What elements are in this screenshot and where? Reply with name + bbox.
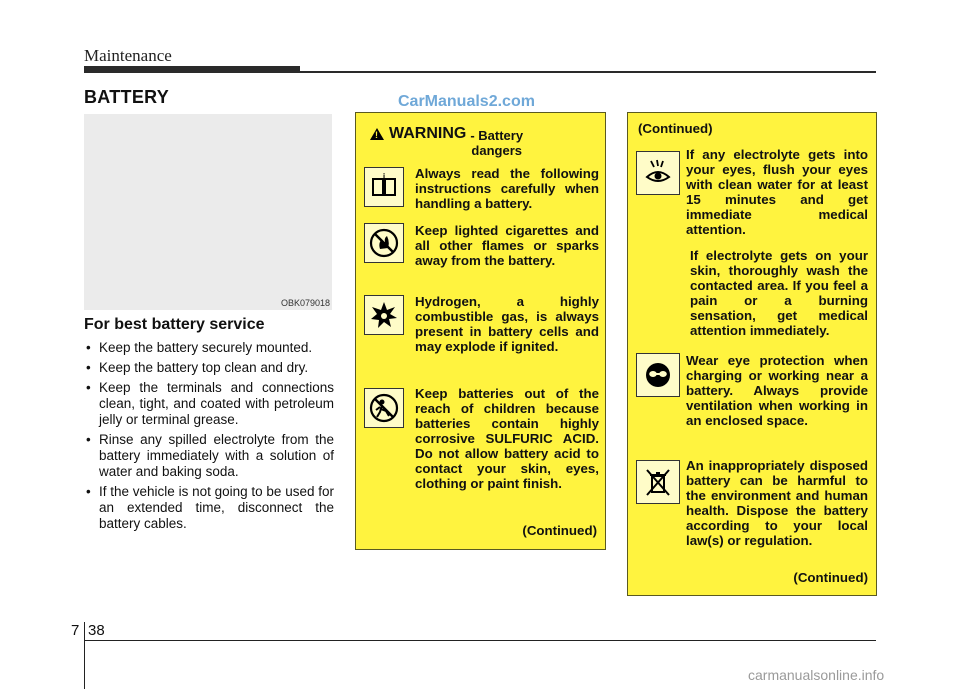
eye-flush-icon: [636, 151, 680, 195]
warning-title: WARNING: [389, 125, 467, 142]
crossed-bin-icon: [636, 460, 680, 504]
photo-code: OBK079018: [280, 298, 330, 308]
service-heading: For best battery service: [84, 316, 265, 333]
continued-panel: [627, 112, 877, 596]
list-item: • Rinse any spilled electrolyte from the battery immediately with a solution of water and baking soda.: [84, 432, 334, 480]
manual-book-icon: [364, 167, 404, 207]
warning-header: [370, 125, 523, 158]
continued-text-3: Wear eye protection when charging or working near a battery. Always provide ventilation when working in an enclosed space.: [686, 353, 868, 428]
no-flame-icon: [364, 223, 404, 263]
warning-subtitle-line1: - Battery: [470, 128, 524, 143]
continued-bottom-label: (Continued): [793, 570, 868, 585]
chapter-number: 7: [71, 622, 80, 639]
warning-continued-label: (Continued): [522, 523, 597, 538]
service-list: [84, 340, 334, 536]
warning-text-1: Always read the following instructions carefully when handling a battery.: [415, 166, 599, 211]
footer-rule: [84, 640, 876, 641]
warning-panel: [355, 112, 606, 550]
continued-text-2: If electrolyte gets on your skin, thoroughly wash the contacted area. If you feel a pain or a burning sensation, get medical attention immediately.: [690, 248, 868, 338]
warning-text-2: Keep lighted cigarettes and all other flames or sparks away from the battery.: [415, 223, 599, 268]
svg-text:i: i: [382, 173, 386, 180]
footer-divider: [84, 622, 85, 689]
header-rule-thick: [84, 66, 300, 73]
page-number: 38: [88, 622, 105, 639]
warning-text-3: Hydrogen, a highly combustible gas, is always present in battery cells and may explode if ignited.: [415, 294, 599, 354]
eye-protection-icon: [636, 353, 680, 397]
continued-text-4: An inappropriately disposed battery can be harmful to the environment and human health. Dispose the battery according to your local law(s) or regulation.: [686, 458, 868, 548]
list-item: • Keep the terminals and connections clean, tight, and coated with petroleum jelly or terminal grease.: [84, 380, 334, 428]
warning-subtitle: [470, 128, 523, 158]
warning-text-4: Keep batteries out of the reach of children because batteries contain highly corrosive SULFURIC ACID. Do not allow battery acid to contact your skin, eyes, clothing or paint finish.: [415, 386, 599, 491]
warning-triangle-icon: [370, 128, 384, 140]
header-rule-thin: [300, 71, 876, 73]
battery-photo: [84, 114, 332, 310]
footer-watermark[interactable]: carmanualsonline.info: [748, 667, 885, 683]
explosion-icon: [364, 295, 404, 335]
list-item: • If the vehicle is not going to be used for an extended time, disconnect the battery cables.: [84, 484, 334, 532]
warning-subtitle-line2: dangers: [471, 143, 522, 158]
page-title: BATTERY: [84, 87, 170, 107]
continued-top-label: (Continued): [638, 121, 713, 136]
continued-text-1: If any electrolyte gets into your eyes, flush your eyes with clean water for at least 15 minutes and get immediate medical attention.: [686, 147, 868, 237]
watermark-link[interactable]: CarManuals2.com: [398, 93, 535, 110]
list-item: • Keep the battery securely mounted.: [84, 340, 334, 356]
keep-from-children-icon: [364, 388, 404, 428]
list-item: • Keep the battery top clean and dry.: [84, 360, 334, 376]
section-header: Maintenance: [84, 46, 172, 65]
